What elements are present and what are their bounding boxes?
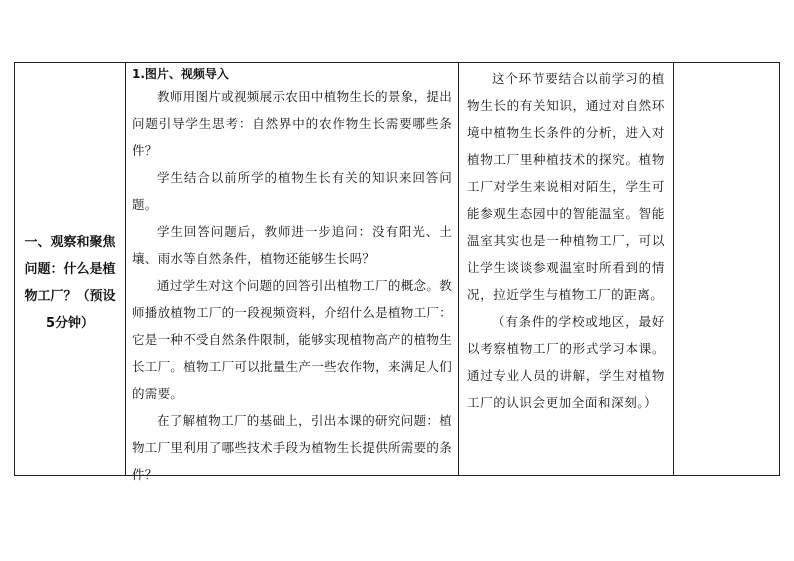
notes-paragraph: （有条件的学校或地区，最好以考察植物工厂的形式学习本课。通过专业人员的讲解，学生对植物工厂的认识会更加全面和深刻。） (467, 314, 665, 410)
notes-cell (459, 63, 673, 475)
activity-cell (126, 63, 458, 482)
extra-cell (674, 63, 779, 475)
activity-heading: 1.图片、视频导入 (132, 67, 229, 81)
activity-paragraph: 学生结合以前所学的植物生长有关的知识来回答问题。 (132, 170, 452, 212)
activity-paragraph: 在了解植物工厂的基础上，引出本课的研究问题：植物工厂里利用了哪些技术手段为植物生长提供所需要的条件？ (132, 413, 453, 482)
stage-cell (15, 63, 125, 475)
lesson-plan-table (14, 62, 780, 482)
activity-paragraph: 通过学生对这个问题的回答引出植物工厂的概念。教师播放植物工厂的一段视频资料，介绍什么是植物工厂：它是一种不受自然条件限制，能够实现植物高产的植物生长工厂。植物工厂可以批量生产一些农作物，来满足人们的需要。 (132, 278, 453, 401)
stage-title: 一、观察和聚焦问题：什么是植物工厂？（预设5分钟） (24, 235, 116, 331)
activity-paragraph: 教师用图片或视频展示农田中植物生长的景象，提出问题引导学生思考：自然界中的农作物生长需要哪些条件？ (132, 89, 452, 158)
activity-paragraph: 学生回答问题后，教师进一步追问：没有阳光、土壤、雨水等自然条件，植物还能够生长吗？ (132, 224, 452, 266)
notes-paragraph: 这个环节要结合以前学习的植物生长的有关知识，通过对自然环境中植物生长条件的分析，进入对植物工厂里种植技术的探究。植物工厂对学生来说相对陌生，学生可能参观生态园中的智能温室。智能温室其实也是一种植物工厂，可以让学生谈谈参观温室时所看到的情况，拉近学生与植物工厂的距离。 (467, 71, 665, 302)
